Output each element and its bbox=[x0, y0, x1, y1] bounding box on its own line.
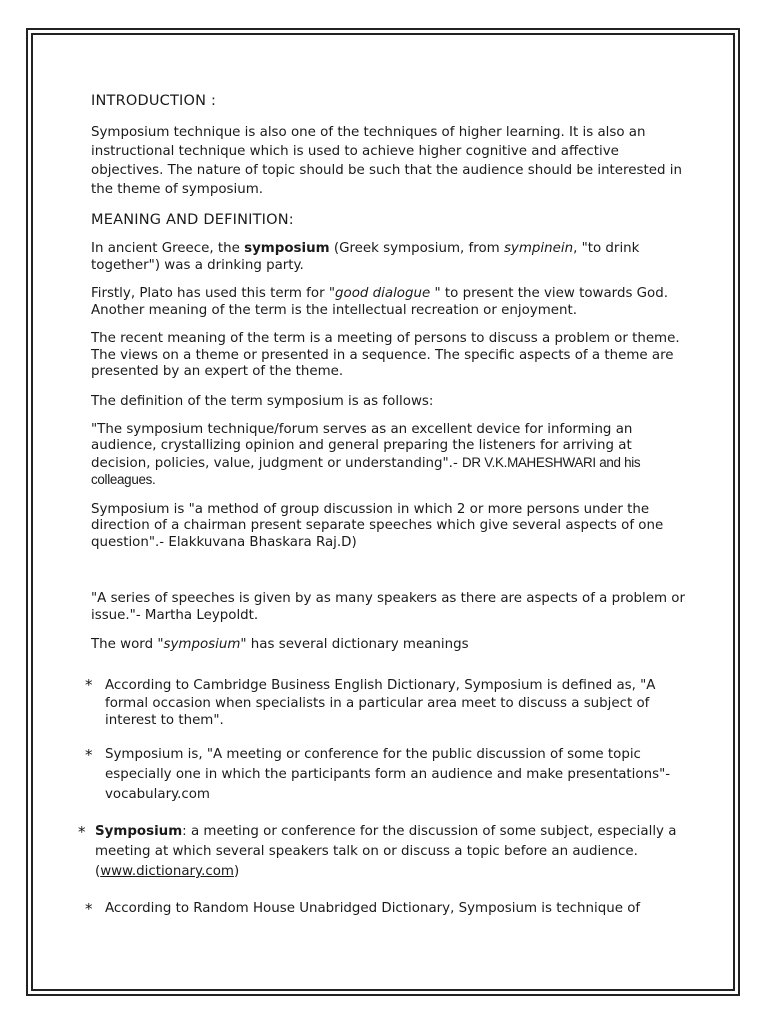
paragraph-greece: In ancient Greece, the symposium (Greek symposium, from sympinein, "to drink together") was a drinking party. bbox=[91, 241, 640, 273]
paragraph-recent-meaning: The recent meaning of the term is a meeting of persons to discuss a problem or theme. The views on a theme or presented in a sequence. The specific aspects of a theme are presented by an expert of the theme. bbox=[91, 331, 680, 379]
bullet-vocabulary: Symposium is, "A meeting or conference for the public discussion of some topic especially one in which the participants form an audience and make presentations"- vocabulary.com bbox=[105, 747, 671, 802]
bullet-cambridge: According to Cambridge Business English Dictionary, Symposium is defined as, "A formal occasion when specialists in a particular area meet to discuss a subject of interest to them". bbox=[105, 678, 656, 728]
paragraph-maheshwari-quote: "The symposium technique/forum serves as an excellent device for informing an audience, crystallizing opinion and general preparing the listeners for arriving at decision, policies, value, judgment or understanding".- DR V.K.MAHESHWARI and his colleagues. bbox=[91, 421, 641, 487]
meaning-heading: MEANING AND DEFINITION: bbox=[91, 212, 294, 228]
list-item: * Symposium: a meeting or conference for the discussion of some subject, especially a meeting at which several speakers talk on or discuss a topic before an audience. (www.dictionary.com) bbox=[78, 823, 677, 879]
document-body bbox=[91, 92, 691, 654]
asterisk-bullet-icon: * bbox=[85, 676, 93, 694]
list-item bbox=[85, 745, 685, 805]
asterisk-bullet-icon: * bbox=[78, 823, 86, 841]
paragraph-definition-intro: The definition of the term symposium is as follows: bbox=[91, 393, 434, 409]
asterisk-bullet-icon: * bbox=[85, 746, 93, 764]
intro-paragraph: Symposium technique is also one of the techniques of higher learning. It is also an instructional technique which is used to achieve higher cognitive and affective objectives. The nature of topic should be such that the audience should be interested in the theme of symposium. bbox=[91, 125, 682, 197]
paragraph-dictionary-meanings: The word "symposium" has several dictionary meanings bbox=[91, 637, 469, 652]
asterisk-bullet-icon: * bbox=[85, 900, 93, 918]
bullet-random-house: According to Random House Unabridged Dictionary, Symposium is technique of bbox=[105, 901, 641, 916]
paragraph-leypoldt-quote: "A series of speeches is given by as many speakers as there are aspects of a problem or issue."- Martha Leypoldt. bbox=[91, 591, 685, 623]
bullet-symposium-term: Symposium bbox=[95, 824, 183, 839]
paragraph-plato: Firstly, Plato has used this term for "good dialogue " to present the view towards God. Another meaning of the term is the intellectual recreation or enjoyment. bbox=[91, 286, 669, 318]
paragraph-raj-quote: Symposium is "a method of group discussion in which 2 or more persons under the direction of a chairman present separate speeches which give several aspects of one question".- Elakkuvana Bhaskara Raj.D) bbox=[91, 501, 664, 550]
list-item bbox=[85, 899, 685, 919]
dictionary-link[interactable]: www.dictionary.com bbox=[100, 864, 234, 879]
list-item bbox=[85, 676, 685, 730]
bullet-dictionary-definition: : a meeting or conference for the discussion of some subject, especially a meeting at which several speakers talk on or discuss a topic before an audience. ( bbox=[95, 824, 677, 879]
intro-heading: INTRODUCTION : bbox=[91, 93, 217, 109]
